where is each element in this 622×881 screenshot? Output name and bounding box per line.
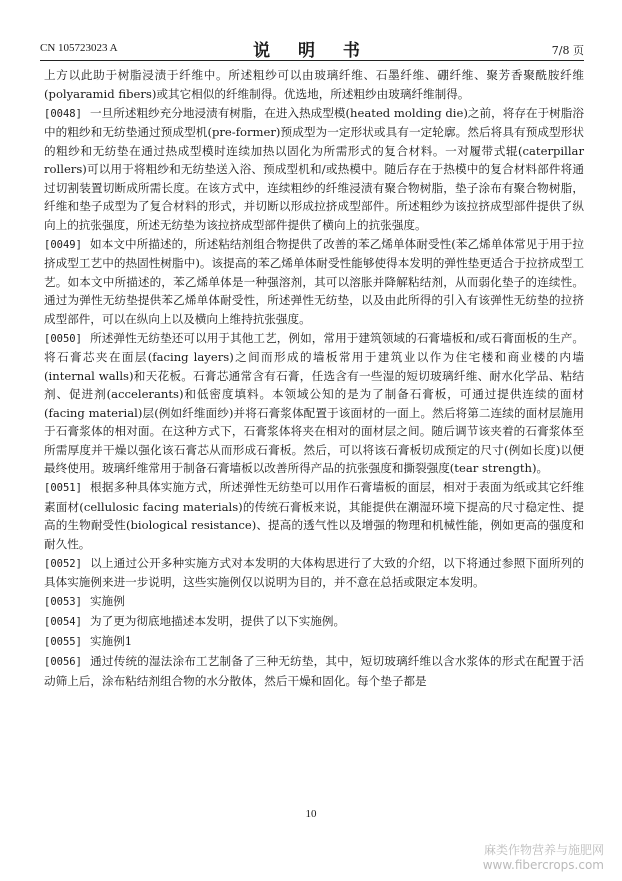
publication-number: CN 105723023 A	[40, 42, 118, 54]
watermark-line-1: 麻类作物营养与施肥网	[483, 843, 604, 857]
page-header	[40, 34, 584, 61]
paragraph	[44, 554, 584, 592]
document-title: 说 明 书	[253, 41, 371, 61]
paragraph	[44, 478, 584, 553]
paragraph-number: [0054]	[44, 616, 82, 628]
paragraph-number: [0048]	[44, 107, 82, 120]
paragraph-text: 为了更为彻底地描述本发明，提供了以下实施例。	[90, 614, 346, 628]
paragraph	[44, 329, 584, 478]
paragraph-text: 实施例1	[90, 634, 133, 648]
paragraph	[44, 104, 584, 235]
paragraph-number: [0052]	[44, 557, 82, 570]
watermark-line-2: www.fibercrops.com	[482, 858, 604, 872]
paragraph-number: [0053]	[44, 596, 82, 608]
paragraph-text: 实施例	[90, 594, 125, 608]
paragraph-text: 所述弹性无纺垫还可以用于其他工艺，例如，常用于建筑领域的石膏墙板和/或石膏面板的生产。将石膏芯夹在面层(facing layers)之间而形成的墙板常用于建筑业以作为住宅楼和商业楼的内墙(internal walls)和天花板。石膏芯通常含有石膏，任选含有一些湿的短切玻璃纤维、耐水化学品、粘结剂、促进剂(accelerants)和低密度填料。本领域公知的是为了制备石膏板，可通过提供连续的面材(facing material)层(例如纤维面纱)并将石膏浆体配置于该面材的一面上。然后将第二连续的面材层施用于石膏浆体的相对面。在这种方式下，石膏浆体将夹在相对的面材层之间。随后调节该夹着的石膏浆体至所需厚度并干燥以强化该石膏芯从而形成石膏板。然后，可以将该石膏板切成预定的尺寸(例如长度)以便最终使用。玻璃纤维常用于制备石膏墙板以改善所得产品的抗张强度和撕裂强度(tear strength)。	[44, 330, 584, 475]
paragraph	[44, 66, 584, 103]
paragraph-text: 根据多种具体实施方式，所述弹性无纺垫可以用作石膏墙板的面层，相对于表面为纸或其它纤维素面材(cellulosic facing materials)的传统石膏板来说，其能提供在潮湿环境下提高的尺寸稳定性、提高的生物耐受性(biological resistance)、提高的透气性以及增强的物理和机械性能，例如更高的强度和耐久性。	[44, 480, 584, 551]
paragraph-text: 上方以此助于树脂浸渍于纤维中。所述粗纱可以由玻璃纤维、石墨纤维、硼纤维、聚芳香聚酰胺纤维(polyaramid fibers)或其它相似的纤维制得。优选地，所述粗纱由玻璃纤维制得。	[44, 68, 584, 101]
paragraph-text: 一旦所述粗纱充分地浸渍有树脂，在进入热成型模(heated molding die)之前，将存在于树脂浴中的粗纱和无纺垫通过预成型机(pre-former)预成型为一定形状或具有一定轮廓。然后将具有预成型形状的粗纱和无纺垫在通过热成型模时连续加热以固化为所需形式的复合材料。一对履带式辊(caterpillar rollers)可以用于将粗纱和无纺垫送入浴、预成型机和/或热模中。随后存在于热模中的复合材料部件将通过切割装置切断成所需长度。在该方式中，连续粗纱的纤维浸渍有聚合物树脂，垫子涂布有聚合物树脂，纤维和垫子成型为了复合材料的形式，并切断以形成拉挤成型部件。所述粗纱为该拉挤成型部件提供了纵向上的抗张强度，所述无纺垫为该拉挤成型部件提供了横向上的抗张强度。	[44, 105, 584, 232]
paragraph-text: 以上通过公开多种实施方式对本发明的大体构思进行了大致的介绍，以下将通过参照下面所列的具体实施例来进一步说明，这些实施例仅以说明为目的，并不意在总括或限定本发明。	[44, 555, 584, 589]
paragraph-number: [0049]	[44, 238, 82, 251]
paragraph	[44, 652, 584, 690]
paragraph	[44, 612, 584, 632]
paragraph	[44, 235, 584, 329]
paragraph-text: 通过传统的湿法涂布工艺制备了三种无纺垫，其中，短切玻璃纤维以含水浆体的形式在配置于活动筛上后，涂布粘结剂组合物的水分散体，然后干燥和固化。每个垫子都是	[44, 654, 584, 688]
paragraph-number: [0051]	[44, 482, 82, 494]
paragraph	[44, 632, 584, 652]
paragraph-text: 如本文中所描述的，所述粘结剂组合物提供了改善的苯乙烯单体耐受性(苯乙烯单体常见于用于拉挤成型工艺中的热固性树脂中)。该提高的苯乙烯单体耐受性能够使得本发明的弹性垫更适合于拉挤成型工艺。如本文中所描述的，苯乙烯单体是一种强溶剂，其可以溶胀并降解粘结剂，从而弱化垫子的连续性。通过为弹性无纺垫提供苯乙烯单体耐受性，所述弹性无纺垫，以及由此所得的引入有该弹性无纺垫的拉挤成型部件，可以在纵向上以及横向上维持抗张强度。	[44, 236, 584, 326]
watermark	[483, 843, 604, 873]
page-indicator: 7/8 页	[551, 44, 584, 57]
document-body	[44, 66, 584, 691]
paragraph-number: [0055]	[44, 636, 82, 648]
paragraph-number: [0056]	[44, 656, 82, 668]
paragraph	[44, 592, 584, 612]
page-number: 10	[305, 808, 317, 820]
paragraph-number: [0050]	[44, 332, 82, 345]
